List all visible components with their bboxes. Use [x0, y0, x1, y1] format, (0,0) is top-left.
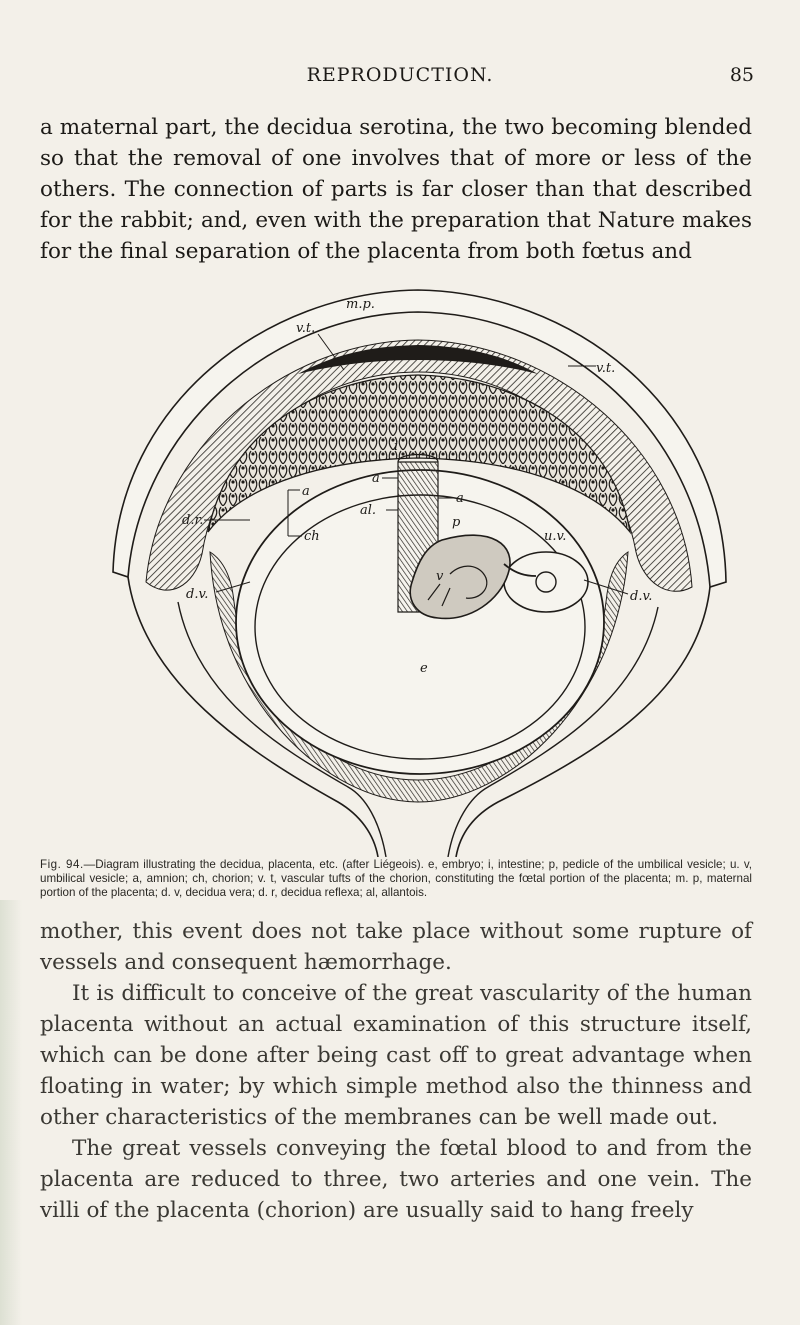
label-dr: d.r. — [182, 513, 204, 528]
label-mp: m.p. — [346, 297, 375, 312]
label-a-mid: a — [372, 471, 380, 486]
label-vt-right: v.t. — [596, 361, 616, 376]
diagram-svg — [98, 282, 738, 857]
label-a-right: a — [456, 491, 464, 506]
label-v: v — [436, 569, 444, 584]
label-a-left: a — [302, 484, 310, 499]
scan-edge-shadow — [0, 900, 22, 1325]
decidua-placenta-diagram — [98, 282, 738, 857]
bottom-paragraph-3: The great vessels conveying the fœtal blood to and from the placenta are reduced to three, two arteries and one vein. The villi of the placenta (chorion) are usually said to hang freely — [40, 1136, 752, 1223]
bottom-paragraph-1: mother, this event does not take place without some rupture of vessels and consequent hæmorrhage. — [40, 919, 752, 975]
label-dv-right: d.v. — [630, 589, 653, 604]
label-uv: u.v. — [544, 529, 567, 544]
figure-number: Fig. 94. — [40, 858, 84, 871]
running-head — [40, 64, 760, 94]
label-i: i — [394, 439, 399, 454]
bottom-text — [40, 916, 752, 1226]
umbilical-vesicle — [504, 552, 588, 612]
page-number: 85 — [729, 64, 754, 86]
bottom-paragraph-2: It is difficult to conceive of the great vascularity of the human placenta without an actual examination of this structure itself, which can be done after being cast off to great advantage when floating in water; by which simple method also the thinness and other characteristics of the membranes can be well made out. — [40, 981, 752, 1130]
label-p: p — [452, 515, 461, 530]
label-e: e — [420, 661, 428, 676]
figure-caption-text: —Diagram illustrating the decidua, placenta, etc. (after Liégeois). e, embryo; i, intestine; p, pedicle of the umbilical vesicle; u. v, umbilical vesicle; a, amnion; ch, chorion; v. t, vascular tufts of the chorion, constituting the fœtal portion of the placenta; m. p, maternal portion of the placenta; d. v, decidua vera; d. r, decidua reflexa; al, allantois. — [40, 858, 752, 899]
label-vt-left: v.t. — [296, 321, 316, 336]
label-al: al. — [360, 503, 377, 518]
running-title: REPRODUCTION. — [306, 64, 494, 86]
label-ch: ch — [304, 529, 320, 544]
top-paragraph: a maternal part, the decidua serotina, the two becoming blended so that the removal of one involves that of more or less of the others. The connection of parts is far closer than that described for the rabbit; and, even with the preparation that Nature makes for the final separation of the placenta from both fœtus and — [40, 115, 752, 264]
label-dv-left: d.v. — [186, 587, 209, 602]
figure-caption — [40, 858, 752, 900]
